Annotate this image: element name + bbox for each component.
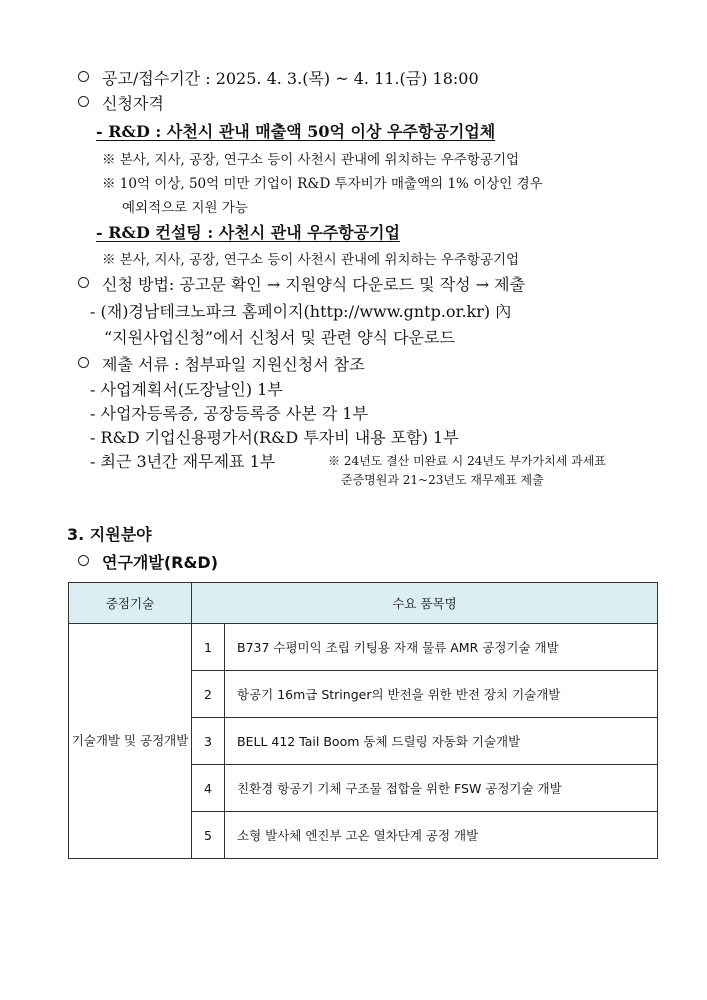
item-name: BELL 412 Tail Boom 동체 드릴링 자동화 기술개발 (225, 718, 658, 765)
row-number: 5 (192, 812, 225, 859)
item-name: 친환경 항공기 기체 구조물 접합을 위한 FSW 공정기술 개발 (225, 765, 658, 812)
document-item: - 사업자등록증, 공장등록증 사본 각 1부 (90, 404, 368, 423)
eligibility-title: 신청자격 (102, 94, 164, 113)
bullet-circle-icon (78, 357, 89, 368)
consulting-note: ※ 본사, 지사, 공장, 연구소 등이 사천시 관내에 위치하는 우주항공기업 (102, 252, 520, 268)
rd-note-2b: 예외적으로 지원 가능 (122, 200, 248, 216)
header-key-technology: 중점기술 (69, 583, 192, 624)
header-demand-items: 수요 품목명 (192, 583, 658, 624)
application-method: 신청 방법: 공고문 확인 → 지원양식 다운로드 및 작성 → 제출 (102, 275, 526, 294)
table-header-row (69, 583, 658, 624)
item-name: 소형 발사체 엔진부 고온 열차단계 공정 개발 (225, 812, 658, 859)
bullet-circle-icon (78, 277, 89, 288)
row-number: 3 (192, 718, 225, 765)
section-subtitle: 연구개발(R&D) (102, 553, 219, 572)
method-homepage: - (재)경남테크노파크 홈페이지(http://www.gntp.or.kr) 內 (90, 302, 512, 321)
consulting-eligibility-header: - R&D 컨설팅 : 사천시 관내 우주항공기업 (96, 223, 400, 242)
bullet-circle-icon (78, 71, 89, 82)
row-number: 1 (192, 624, 225, 671)
rd-eligibility-header: - R&D : 사천시 관내 매출액 50억 이상 우주항공기업체 (96, 122, 496, 141)
bullet-circle-icon (78, 555, 89, 566)
row-number: 2 (192, 671, 225, 718)
item-name: 항공기 16m급 Stringer의 반전을 위한 반전 장치 기술개발 (225, 671, 658, 718)
document-item: - 최근 3년간 재무제표 1부 (90, 452, 276, 471)
documents-note-1: ※ 24년도 결산 미완료 시 24년도 부가가치세 과세표 (328, 454, 606, 468)
support-field-table (68, 582, 658, 859)
application-period: 공고/접수기간 : 2025. 4. 3.(목) ~ 4. 11.(금) 18:00 (102, 69, 479, 88)
item-name: B737 수평미익 조립 키팅용 자재 물류 AMR 공정기술 개발 (225, 624, 658, 671)
document-item: - R&D 기업신용평가서(R&D 투자비 내용 포함) 1부 (90, 428, 459, 447)
section-title: 3. 지원분야 (67, 525, 152, 544)
document-item: - 사업계획서(도장날인) 1부 (90, 380, 283, 399)
documents-title: 제출 서류 : 첨부파일 지원신청서 참조 (102, 355, 365, 374)
method-download: “지원사업신청”에서 신청서 및 관련 양식 다운로드 (104, 328, 455, 347)
rd-note-2a: ※ 10억 이상, 50억 미만 기업이 R&D 투자비가 매출액의 1% 이상인 경우 (102, 176, 543, 192)
documents-note-2: 준증명원과 21~23년도 재무제표 제출 (341, 473, 544, 487)
bullet-circle-icon (78, 96, 89, 107)
rd-note-1: ※ 본사, 지사, 공장, 연구소 등이 사천시 관내에 위치하는 우주항공기업 (102, 152, 520, 168)
row-number: 4 (192, 765, 225, 812)
table-row (69, 624, 658, 671)
category-cell: 기술개발 및 공정개발 (69, 624, 192, 859)
